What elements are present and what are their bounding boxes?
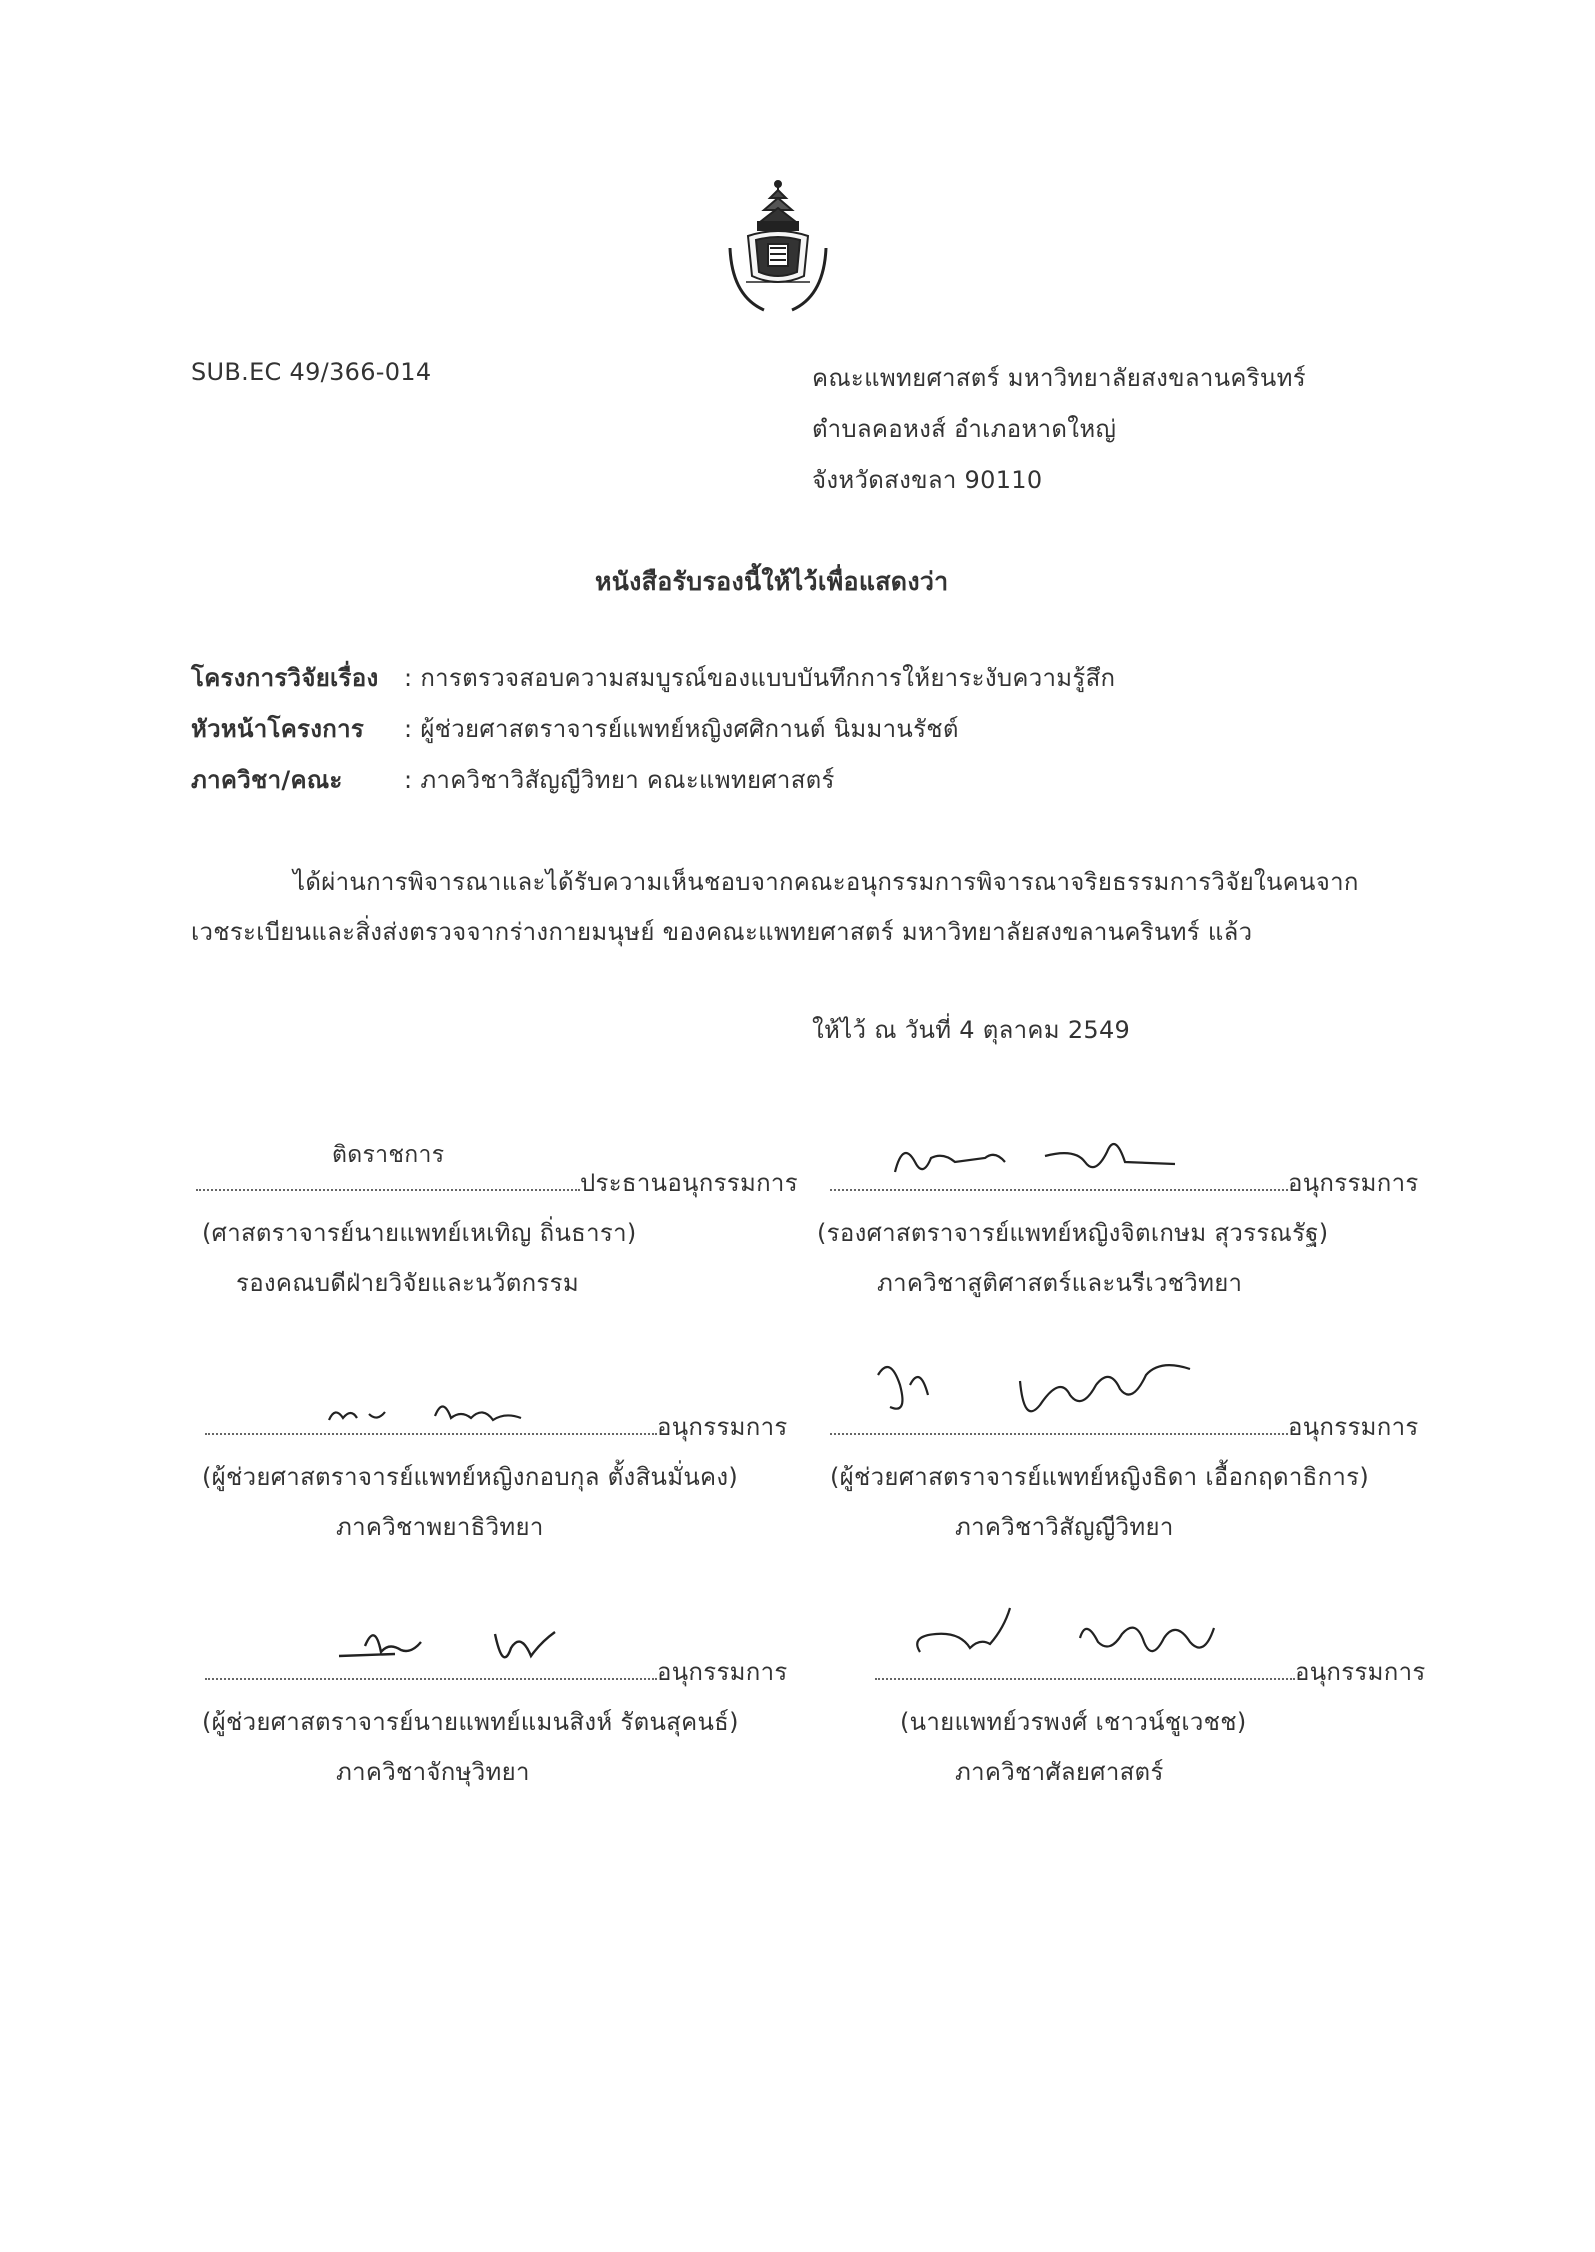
signatory-position-5: ภาควิชาจักษุวิทยา — [336, 1758, 530, 1786]
project-head-label: หัวหน้าโครงการ — [191, 715, 365, 743]
handwritten-signature-5 — [335, 1612, 575, 1680]
signatory-position-2: ภาควิชาสูติศาสตร์และนรีเวชวิทยา — [877, 1269, 1243, 1297]
signatory-name-5: (ผู้ช่วยศาสตราจารย์นายแพทย์แมนสิงห์ รัตนสุคนธ์) — [202, 1708, 739, 1736]
signature-line-chair — [196, 1163, 798, 1202]
handwritten-signature-4 — [870, 1345, 1210, 1439]
department-value: : ภาควิชาวิสัญญีวิทยา คณะแพทยศาสตร์ — [404, 766, 835, 794]
signatory-role: อนุกรรมการ — [1295, 1658, 1426, 1686]
signatory-role: อนุกรรมการ — [657, 1658, 788, 1686]
document-title: หนังสือรับรองนี้ให้ไว้เพื่อแสดงว่า — [595, 567, 949, 596]
signatory-role: อนุกรรมการ — [1288, 1413, 1419, 1441]
address-line-3: จังหวัดสงขลา 90110 — [812, 466, 1043, 494]
body-line-1: ได้ผ่านการพิจารณาและได้รับความเห็นชอบจากคณะอนุกรรมการพิจารณาจริยธรรมการวิจัยในคนจาก — [293, 868, 1359, 896]
signatory-role: อนุกรรมการ — [1288, 1169, 1419, 1197]
handwritten-signature-6 — [900, 1598, 1260, 1682]
away-note: ติดราชการ — [332, 1142, 445, 1168]
signatory-name-6: (นายแพทย์วรพงศ์ เชาวน์ชูเวชช) — [900, 1708, 1247, 1736]
reference-number: SUB.EC 49/366-014 — [191, 358, 432, 386]
signatory-position-4: ภาควิชาวิสัญญีวิทยา — [955, 1513, 1174, 1541]
signatory-name-4: (ผู้ช่วยศาสตราจารย์แพทย์หญิงธิดา เอื้อกฤดาธิการ) — [830, 1463, 1370, 1491]
project-head-value: : ผู้ช่วยศาสตราจารย์แพทย์หญิงศศิกานต์ นิมมานรัชต์ — [404, 715, 959, 743]
body-line-2: เวชระเบียนและสิ่งส่งตรวจจากร่างกายมนุษย์ ของคณะแพทยศาสตร์ มหาวิทยาลัยสงขลานครินทร์ แล้ว — [191, 918, 1253, 946]
handwritten-signature-3 — [325, 1392, 565, 1436]
signatory-role: อนุกรรมการ — [657, 1413, 788, 1441]
topic-value: : การตรวจสอบความสมบูรณ์ของแบบบันทึกการให้ยาระงับความรู้สึก — [404, 664, 1116, 692]
signatory-role: ประธานอนุกรรมการ — [580, 1169, 798, 1197]
issue-date: ให้ไว้ ณ วันที่ 4 ตุลาคม 2549 — [812, 1016, 1131, 1044]
signatory-position-6: ภาควิชาศัลยศาสตร์ — [955, 1758, 1164, 1786]
signatory-name-2: (รองศาสตราจารย์แพทย์หญิงจิตเกษม สุวรรณรัฐ) — [817, 1219, 1329, 1247]
signatory-position-3: ภาควิชาพยาธิวิทยา — [336, 1513, 544, 1541]
signatory-name-3: (ผู้ช่วยศาสตราจารย์แพทย์หญิงกอบกุล ตั้งสินมั่นคง) — [202, 1463, 739, 1491]
topic-label: โครงการวิจัยเรื่อง — [191, 664, 379, 692]
department-label: ภาควิชา/คณะ — [191, 766, 343, 794]
dotted-line — [196, 1181, 580, 1191]
address-line-2: ตำบลคอหงส์ อำเภอหาดใหญ่ — [812, 415, 1117, 443]
signatory-name-1: (ศาสตราจารย์นายแพทย์เหเทิญ ถิ่นธารา) — [202, 1219, 637, 1247]
address-line-1: คณะแพทยศาสตร์ มหาวิทยาลัยสงขลานครินทร์ — [812, 364, 1306, 392]
faculty-seal-logo — [706, 178, 856, 336]
handwritten-signature-2 — [885, 1132, 1185, 1196]
signatory-position-1: รองคณบดีฝ่ายวิจัยและนวัตกรรม — [236, 1269, 579, 1297]
